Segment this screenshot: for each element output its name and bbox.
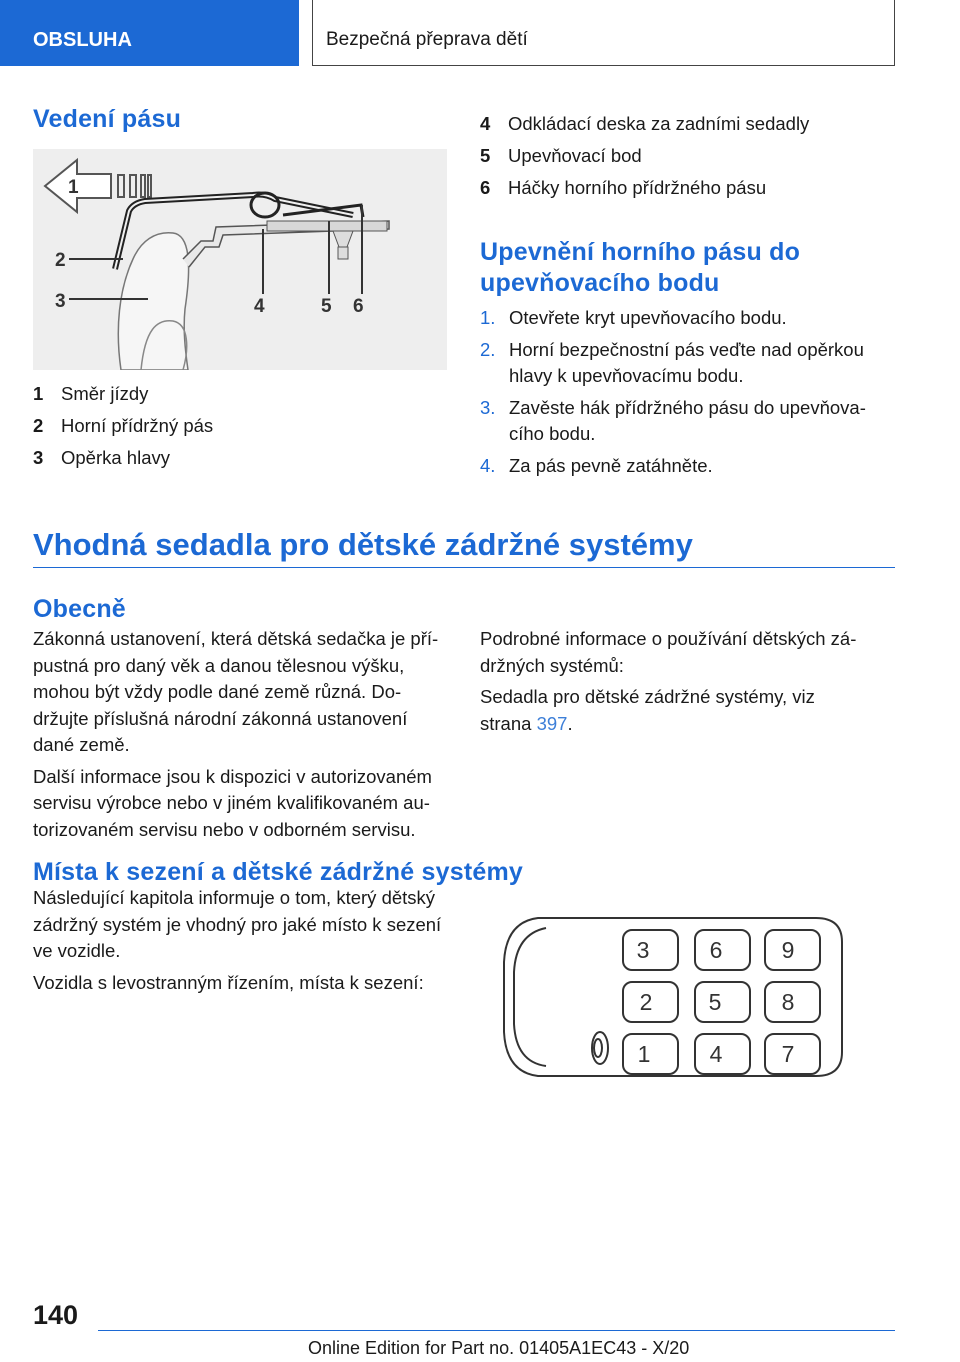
seat-number: 6 xyxy=(709,937,723,963)
belt-routing-heading: Vedení pásu xyxy=(33,105,182,133)
seat-number: 5 xyxy=(708,989,722,1015)
figure-label-3: 3 xyxy=(55,291,66,312)
figure-label-2: 2 xyxy=(55,250,66,271)
car-seat-layout-illustration xyxy=(498,912,846,1082)
step-item: 4. Za pás pevně zatáhněte. xyxy=(480,454,713,476)
page-reference-link[interactable]: 397 xyxy=(536,712,568,734)
figure-label-6: 6 xyxy=(353,296,364,317)
general-text-right: Podrobné informace o používání dětských zá‐ držných systémů: Sedadla pro dětské zádržné systémy, viz strana 397. xyxy=(480,628,857,734)
attach-steps xyxy=(480,305,900,484)
seat-number: 7 xyxy=(781,1041,795,1067)
seat-number: 9 xyxy=(781,937,795,963)
footer-edition[interactable]: Online Edition for Part no. 01405A1EC43 - X/20 xyxy=(308,1338,690,1358)
seat-diagram xyxy=(498,912,846,1082)
figure-label-1: 1 xyxy=(68,177,79,198)
step-item: 3. Zavěste hák přídržného pásu do upevňova‐ cího bodu. xyxy=(480,396,866,444)
general-heading: Obecně xyxy=(33,595,126,623)
belt-routing-figure xyxy=(33,149,447,370)
belt-routing-illustration xyxy=(33,149,447,370)
legend-item: 4 Odkládací deska za zadními sedadly xyxy=(480,113,810,134)
legend-right xyxy=(480,108,809,204)
seat-number: 2 xyxy=(639,989,653,1015)
seat-number: 1 xyxy=(637,1041,651,1067)
step-item: 1. Otevřete kryt upevňovacího bodu. xyxy=(480,307,787,328)
chapter-tab[interactable]: Bezpečná přeprava dětí xyxy=(312,0,895,66)
page-number: 140 xyxy=(33,1300,79,1330)
legend-left xyxy=(33,378,213,474)
seats-text: Následující kapitola informuje o tom, který dětský zádržný systém je vhodný pro jaké místo k sezení ve vozidle. Vozidla s levostranným řízením, místa k sezení: xyxy=(33,887,442,993)
seat-number: 8 xyxy=(781,989,795,1015)
legend-item: 2 Horní přídržný pás xyxy=(33,415,214,436)
heading-divider xyxy=(33,567,895,568)
footer-divider xyxy=(98,1330,895,1331)
seat-number: 3 xyxy=(636,937,650,963)
figure-label-4: 4 xyxy=(254,296,265,317)
seats-heading: Místa k sezení a dětské zádržné systémy xyxy=(33,858,523,886)
legend-item: 5 Upevňovací bod xyxy=(480,145,642,166)
legend-item: 1 Směr jízdy xyxy=(33,383,149,404)
general-text-left: Zákonná ustanovení, která dětská sedačka je pří‐ pustná pro daný věk a danou tělesnou výšku, mohou být vždy podle dané země různá. Do‐ držujte příslušná národní zákonná ustanovení dané země. Další informace jsou k dispozici v autorizovaném servisu výrobce nebo v jiném kvalifikovaném au‐ torizovaném servisu nebo v odborném servisu. xyxy=(33,628,439,840)
legend-item: 3 Opěrka hlavy xyxy=(33,447,170,468)
step-item: 2. Horní bezpečnostní pás veďte nad opěrkou hlavy k upevňovacímu bodu. xyxy=(480,338,864,386)
seat-number: 4 xyxy=(709,1041,723,1067)
suitable-seats-heading: Vhodná sedadla pro dětské zádržné systémy xyxy=(33,527,693,562)
attach-heading: Upevnění horního pásu do upevňovacího bodu xyxy=(480,238,801,297)
figure-label-5: 5 xyxy=(321,296,332,317)
legend-item: 6 Háčky horního přídržného pásu xyxy=(480,177,767,198)
section-tab[interactable]: OBSLUHA xyxy=(0,0,299,66)
